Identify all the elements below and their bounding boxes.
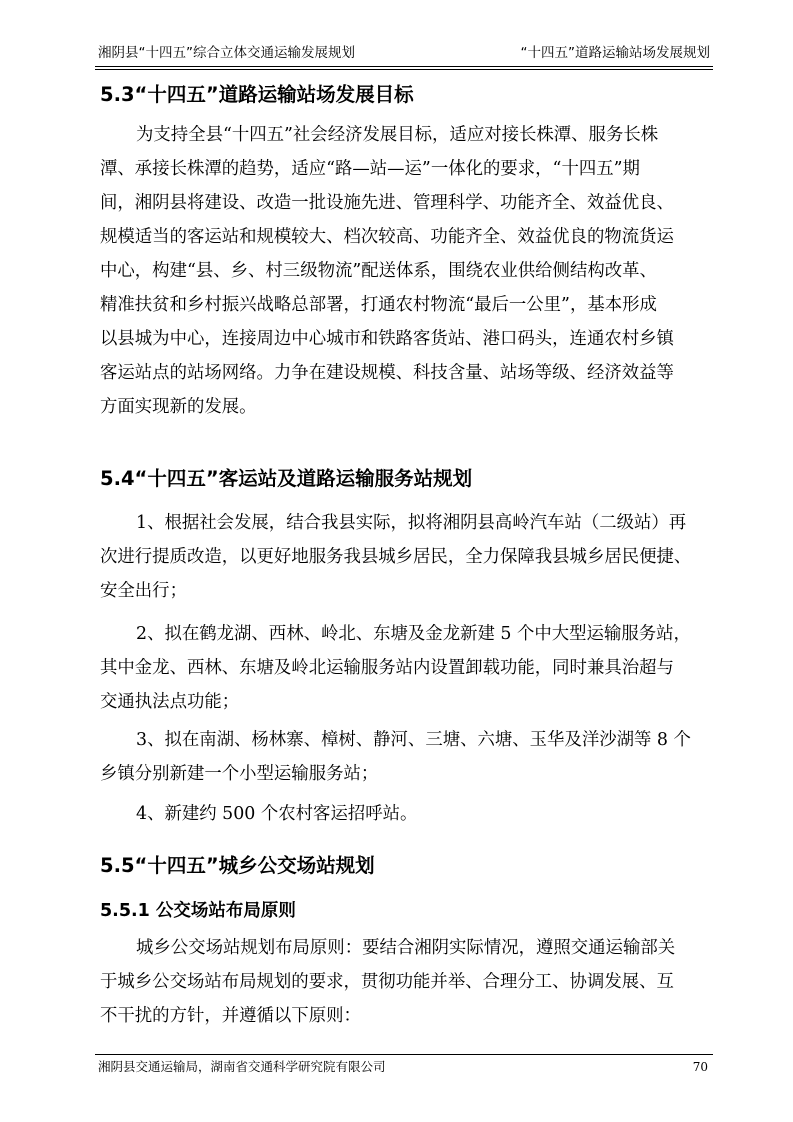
paragraph-line: 潭、承接长株潭的趋势，适应“路—站—运”一体化的要求，“十四五”期 xyxy=(100,159,640,179)
footer-organization: 湘阴县交通运输局，湖南省交通科学研究院有限公司 xyxy=(98,1059,386,1074)
paragraph-line: 规模适当的客运站和规模较大、档次较高、功能齐全、效益优良的物流货运 xyxy=(100,227,674,247)
section-5-4-item-2 xyxy=(100,617,712,719)
header-rule-thin xyxy=(95,69,713,70)
section-5-5-1-heading: 5.5.1 公交场站布局原则 xyxy=(100,901,296,921)
section-5-4-item-1 xyxy=(100,506,712,608)
paragraph-line: 以县城为中心，连接周边中心城市和铁路客货站、港口码头，连通农村乡镇 xyxy=(100,329,674,349)
page-header xyxy=(98,44,710,66)
paragraph-line: 不干扰的方针，并遵循以下原则： xyxy=(100,1006,361,1026)
section-5-4-item-4 xyxy=(100,797,712,831)
section-5-3-paragraph xyxy=(100,118,712,424)
paragraph-line: 3、拟在南湖、杨林寨、樟树、静河、三塘、六塘、玉华及洋沙湖等 8 个 xyxy=(136,730,691,750)
section-5-5-1-paragraph xyxy=(100,931,712,1033)
paragraph-line: 交通执法点功能； xyxy=(100,692,240,712)
paragraph-line: 2、拟在鹤龙湖、西林、岭北、东塘及金龙新建 5 个中大型运输服务站， xyxy=(136,624,691,644)
section-5-5-heading: 5.5“十四五”城乡公交场站规划 xyxy=(100,854,375,877)
header-left-title: 湘阴县“十四五”综合立体交通运输发展规划 xyxy=(98,45,355,61)
paragraph-line: 其中金龙、西林、东塘及岭北运输服务站内设置卸载功能，同时兼具治超与 xyxy=(100,658,674,678)
paragraph-line: 客运站点的站场网络。力争在建设规模、科技含量、站场等级、经济效益等 xyxy=(100,363,674,383)
paragraph-line: 为支持全县“十四五”社会经济发展目标，适应对接长株潭、服务长株 xyxy=(136,125,659,145)
paragraph-line: 于城乡公交场站布局规划的要求，贯彻功能并举、合理分工、协调发展、互 xyxy=(100,972,674,992)
section-5-3-heading: 5.3“十四五”道路运输站场发展目标 xyxy=(100,83,414,106)
section-5-4-heading: 5.4“十四五”客运站及道路运输服务站规划 xyxy=(100,467,473,490)
section-5-4-item-3 xyxy=(100,723,712,791)
paragraph-line: 安全出行； xyxy=(100,581,187,601)
footer-rule xyxy=(95,1054,713,1055)
paragraph-line: 中心，构建“县、乡、村三级物流”配送体系，围绕农业供给侧结构改革、 xyxy=(100,261,657,281)
paragraph-line: 方面实现新的发展。 xyxy=(100,397,257,417)
paragraph-line: 间，湘阴县将建设、改造一批设施先进、管理科学、功能齐全、效益优良、 xyxy=(100,193,674,213)
paragraph-line: 城乡公交场站规划布局原则：要结合湘阴实际情况，遵照交通运输部关 xyxy=(136,938,676,958)
paragraph-line: 1、根据社会发展，结合我县实际，拟将湘阴县高岭汽车站（二级站）再 xyxy=(136,513,687,533)
paragraph-line: 次进行提质改造，以更好地服务我县城乡居民，全力保障我县城乡居民便捷、 xyxy=(100,547,692,567)
paragraph-line: 4、新建约 500 个农村客运招呼站。 xyxy=(136,804,418,824)
header-right-title: “十四五”道路运输站场发展规划 xyxy=(520,45,710,61)
paragraph-line: 乡镇分别新建一个小型运输服务站； xyxy=(100,764,379,784)
header-rule xyxy=(95,66,713,67)
paragraph-line: 精准扶贫和乡村振兴战略总部署，打通农村物流“最后一公里”，基本形成 xyxy=(100,295,657,315)
page-number: 70 xyxy=(692,1060,708,1074)
